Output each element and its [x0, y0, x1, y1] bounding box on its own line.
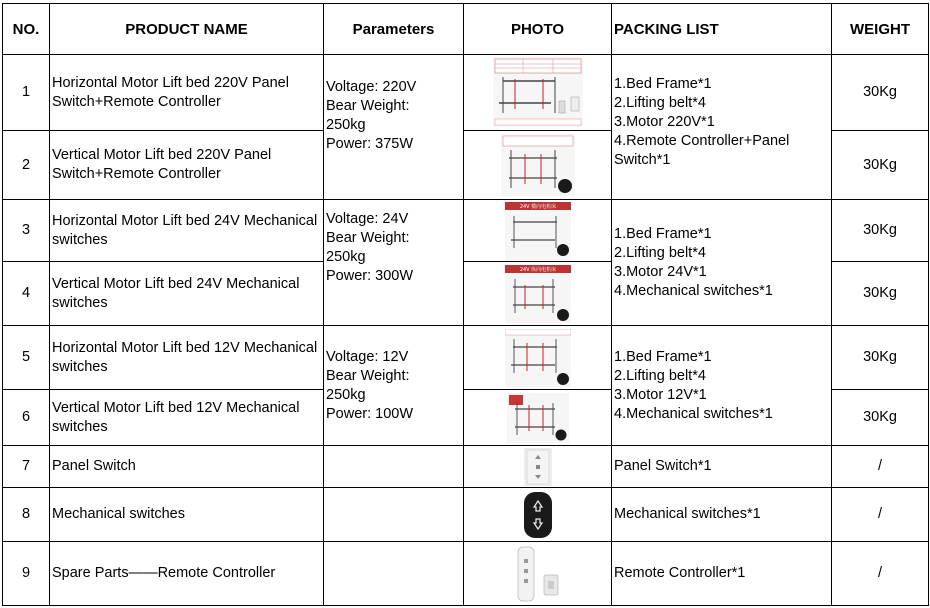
product-name: Spare Parts——Remote Controller [50, 542, 324, 606]
row-number: 3 [3, 200, 50, 262]
packing-item: 2.Lifting belt*4 [614, 367, 706, 384]
photo-caption: 24V 纵向电机床 [519, 267, 556, 273]
panel-switch-photo [524, 448, 552, 486]
parameters-cell [324, 200, 464, 326]
product-name: Horizontal Motor Lift bed 12V Mechanical switches [50, 326, 324, 390]
vertical-lift-bed-photo [501, 134, 575, 196]
weight-cell: 30Kg [832, 262, 929, 326]
header-no: NO. [3, 4, 50, 55]
table-row [3, 446, 929, 488]
photo-cell [464, 200, 612, 262]
packing-item: 2.Lifting belt*4 [614, 94, 706, 111]
photo-cell [464, 446, 612, 488]
row-number: 8 [3, 488, 50, 542]
product-name: Panel Switch [50, 446, 324, 488]
header-photo: PHOTO [464, 4, 612, 55]
row-number: 5 [3, 326, 50, 390]
product-name: Mechanical switches [50, 488, 324, 542]
product-name: Horizontal Motor Lift bed 220V Panel Switch+Remote Controller [50, 55, 324, 131]
packing-item: 4.Mechanical switches*1 [614, 282, 773, 299]
packing-item: 2.Lifting belt*4 [614, 244, 706, 261]
param-bear-weight-value: 250kg [326, 117, 366, 133]
photo-cell [464, 262, 612, 326]
product-name: Vertical Motor Lift bed 12V Mechanical switches [50, 390, 324, 446]
param-bear-weight-value: 250kg [326, 386, 366, 403]
photo-cell [464, 488, 612, 542]
parameters-cell [324, 326, 464, 446]
param-voltage: Voltage: 12V [326, 348, 409, 365]
photo-cell [464, 390, 612, 446]
packing-item: 4.Remote Controller+Panel Switch*1 [614, 132, 790, 168]
packing-item: 1.Bed Frame*1 [614, 225, 712, 242]
packing-list-cell [612, 200, 832, 326]
table-row [3, 488, 929, 542]
packing-list-cell [612, 55, 832, 200]
weight-cell: 30Kg [832, 326, 929, 390]
packing-list-cell: Remote Controller*1 [612, 542, 832, 606]
product-name: Vertical Motor Lift bed 24V Mechanical switches [50, 262, 324, 326]
mechanical-switch-photo [521, 491, 555, 539]
weight-cell: 30Kg [832, 390, 929, 446]
packing-item: 3.Motor 220V*1 [614, 113, 715, 130]
table-row [3, 542, 929, 606]
row-number: 9 [3, 542, 50, 606]
row-number: 4 [3, 262, 50, 326]
table-row [3, 55, 929, 131]
header-row [3, 4, 929, 55]
header-parameters: Parameters [324, 4, 464, 55]
weight-cell: 30Kg [832, 131, 929, 200]
parameters-cell-empty [324, 446, 464, 488]
weight-cell: 30Kg [832, 55, 929, 131]
header-packing-list: PACKING LIST [612, 4, 832, 55]
row-number: 7 [3, 446, 50, 488]
param-bear-weight-value: 250kg [326, 248, 366, 265]
table-row [3, 200, 929, 262]
packing-list-cell [612, 326, 832, 446]
vertical-lift-bed-24v-photo [505, 265, 571, 323]
weight-cell: / [832, 542, 929, 606]
product-spec-table [2, 3, 929, 606]
packing-list-cell: Panel Switch*1 [612, 446, 832, 488]
packing-item: 1.Bed Frame*1 [614, 348, 712, 365]
parameters-cell-empty [324, 488, 464, 542]
packing-item: 3.Motor 12V*1 [614, 386, 707, 403]
photo-cell [464, 55, 612, 131]
photo-cell [464, 542, 612, 606]
weight-cell: 30Kg [832, 200, 929, 262]
parameters-cell-empty [324, 542, 464, 606]
row-number: 6 [3, 390, 50, 446]
product-name: Horizontal Motor Lift bed 24V Mechanical switches [50, 200, 324, 262]
param-bear-weight: Bear Weight: [326, 367, 410, 384]
row-number: 1 [3, 55, 50, 131]
table-row [3, 326, 929, 390]
param-power: Power: 300W [326, 267, 414, 284]
header-weight: WEIGHT [832, 4, 929, 55]
param-power: Power: 100W [326, 405, 414, 422]
photo-cell [464, 131, 612, 200]
packing-item: 4.Mechanical switches*1 [614, 405, 773, 422]
packing-list-cell: Mechanical switches*1 [612, 488, 832, 542]
product-name: Vertical Motor Lift bed 220V Panel Switch+Remote Controller [50, 131, 324, 200]
parameters-cell [324, 55, 464, 200]
photo-caption: 24V 横向电机床 [519, 204, 556, 210]
row-number: 2 [3, 131, 50, 200]
param-voltage: Voltage: 24V [326, 210, 409, 227]
param-power: Power: 375W [326, 136, 414, 152]
weight-cell: / [832, 488, 929, 542]
header-product-name: PRODUCT NAME [50, 4, 324, 55]
horizontal-lift-bed-12v-photo [505, 329, 571, 387]
remote-controller-photo [512, 545, 564, 603]
packing-item: 1.Bed Frame*1 [614, 75, 712, 92]
photo-cell [464, 326, 612, 390]
horizontal-lift-bed-panel-remote-photo [493, 57, 583, 127]
param-bear-weight: Bear Weight: [326, 98, 410, 114]
horizontal-lift-bed-24v-photo [505, 202, 571, 260]
param-voltage: Voltage: 220V [326, 79, 417, 95]
packing-item: 3.Motor 24V*1 [614, 263, 707, 280]
vertical-lift-bed-12v-photo [507, 393, 569, 443]
param-bear-weight: Bear Weight: [326, 229, 410, 246]
weight-cell: / [832, 446, 929, 488]
